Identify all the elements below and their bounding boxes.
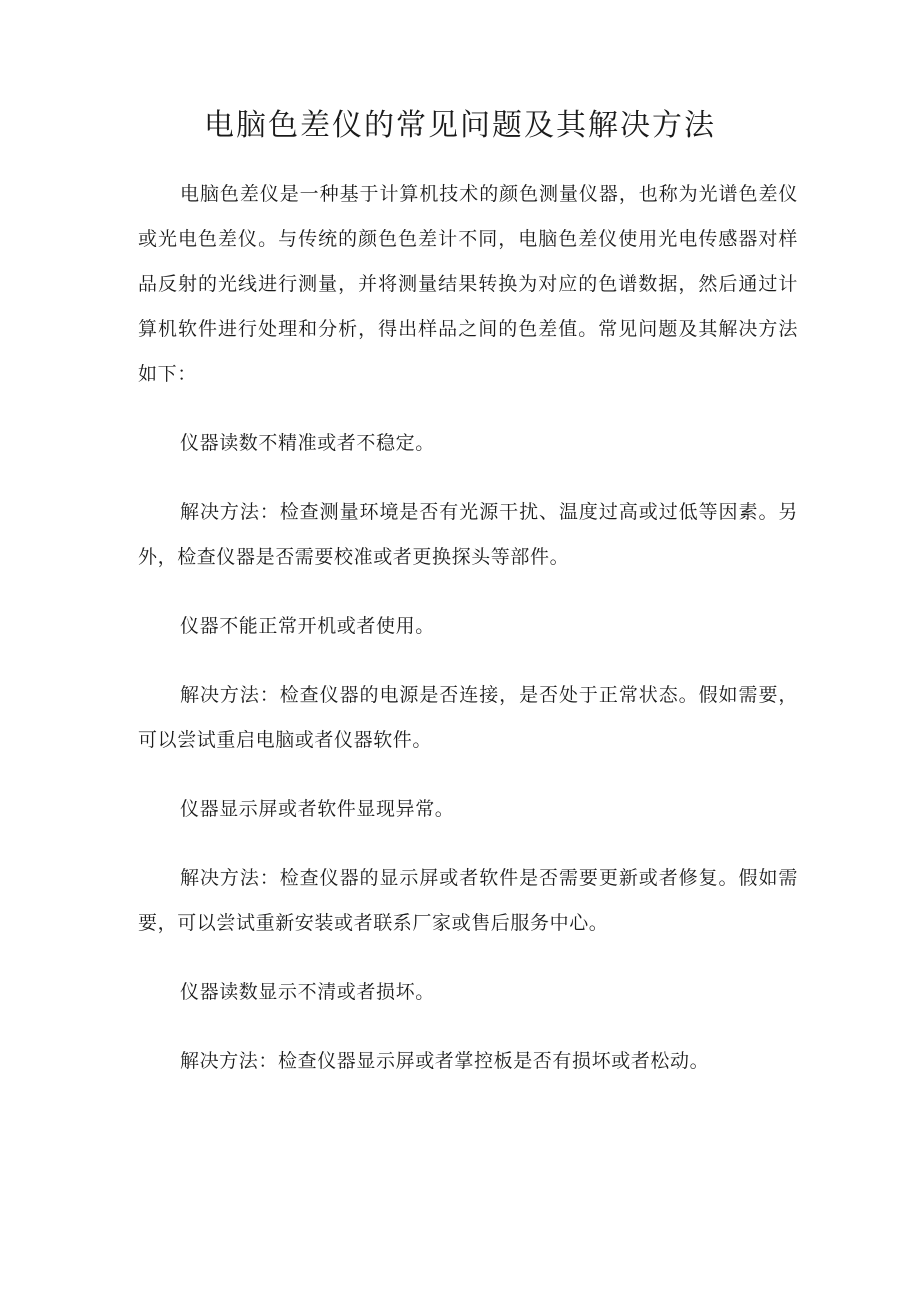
paragraph-solution-1: 解决方法：检查测量环境是否有光源干扰、温度过高或过低等因素。另外，检查仪器是否需要校准或者更换探头等部件。 [138,501,798,568]
paragraph-solution-2: 解决方法：检查仪器的电源是否连接，是否处于正常状态。假如需要，可以尝试重启电脑或者仪器软件。 [138,684,798,751]
paragraph-problem-3: 仪器显示屏或者软件显现异常。 [180,798,455,820]
document-title: 电脑色差仪的常见问题及其解决方法 [204,108,716,143]
document-body [138,172,798,1084]
paragraph-problem-4: 仪器读数显示不清或者损坏。 [180,981,435,1003]
paragraph-problem-1: 仪器读数不精准或者不稳定。 [180,432,435,454]
paragraph-solution-3: 解决方法：检查仪器的显示屏或者软件是否需要更新或者修复。假如需要，可以尝试重新安装或者联系厂家或售后服务中心。 [138,867,798,934]
paragraph-solution-4: 解决方法：检查仪器显示屏或者掌控板是否有损坏或者松动。 [180,1050,710,1072]
paragraph-problem-2: 仪器不能正常开机或者使用。 [180,615,435,637]
paragraph-intro: 电脑色差仪是一种基于计算机技术的颜色测量仪器，也称为光谱色差仪或光电色差仪。与传统的颜色色差计不同，电脑色差仪使用光电传感器对样品反射的光线进行测量，并将测量结果转换为对应的色谱数据，然后通过计算机软件进行处理和分析，得出样品之间的色差值。常见问题及其解决方法如下： [138,183,798,385]
